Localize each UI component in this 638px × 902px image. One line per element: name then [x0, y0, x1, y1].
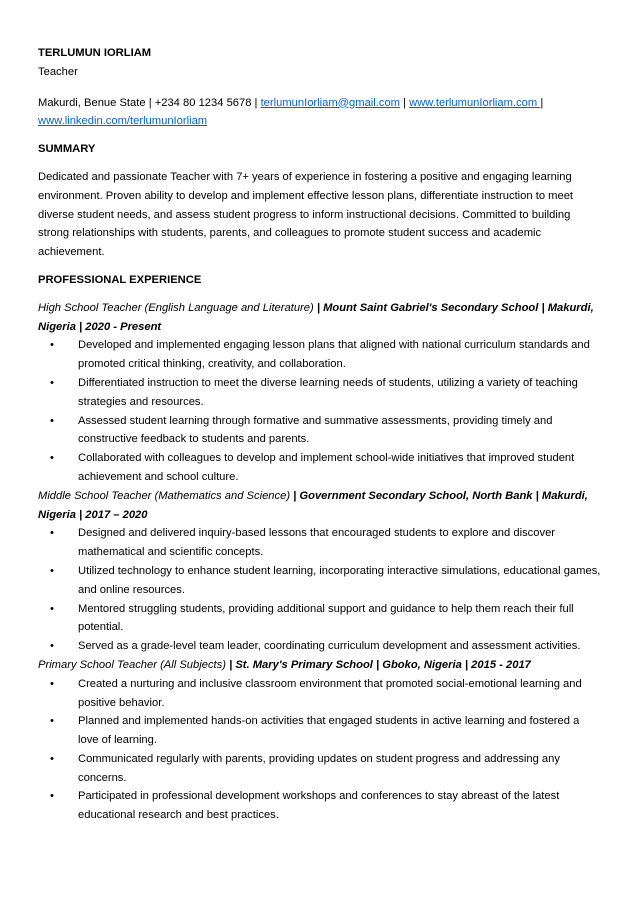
summary-text: Dedicated and passionate Teacher with 7+ years of experience in fostering a positive and engaging learning environment. Proven ability to develop and implement effective lesson plans, differentiate instruction to meet diverse student needs, and assess student progress to inform instructional decisions. Committed to building strong relationships with students, parents, and colleagues to promote student success and academic achievement.	[38, 170, 574, 259]
bullet-text: Assessed student learning through formative and summative assessments, providing timely and constructive feedback to students and parents.	[78, 414, 553, 446]
list-item	[38, 412, 602, 450]
bullet-icon: •	[50, 564, 54, 577]
job-entry	[38, 299, 602, 487]
list-item	[38, 712, 602, 750]
list-item	[38, 750, 602, 788]
job-role: High School Teacher (English Language and Literature)	[38, 301, 314, 314]
bullet-icon: •	[50, 339, 54, 352]
bullet-text: Communicated regularly with parents, providing updates on student progress and addressing any concerns.	[78, 752, 560, 784]
list-item	[38, 524, 602, 562]
job-organization: | St. Mary's Primary School | Gboko, Nigeria | 2015 - 2017	[225, 658, 531, 671]
job-heading	[38, 299, 602, 337]
list-item	[38, 600, 602, 638]
list-item	[38, 675, 602, 713]
contact-line	[38, 94, 602, 132]
bullet-text: Mentored struggling students, providing additional support and guidance to help them reach their full potential.	[78, 602, 574, 634]
job-organization: | Government Secondary School, North Bank | Makurdi, Nigeria | 2017 – 2020	[38, 489, 588, 521]
bullet-text: Served as a grade-level team leader, coordinating curriculum development and assessment activities.	[78, 640, 581, 653]
bullet-icon: •	[50, 376, 54, 389]
bullet-icon: •	[50, 640, 54, 653]
list-item	[38, 336, 602, 374]
job-organization: | Mount Saint Gabriel's Secondary School | Makurdi, Nigeria | 2020 - Present	[38, 301, 594, 333]
job-heading	[38, 656, 602, 675]
contact-separator: |	[400, 96, 410, 109]
bullet-icon: •	[50, 790, 54, 803]
bullet-icon: •	[50, 752, 54, 765]
bullet-icon: •	[50, 602, 54, 615]
bullet-text: Differentiated instruction to meet the diverse learning needs of students, utilizing a variety of teaching strategies and resources.	[78, 376, 578, 408]
summary-heading: SUMMARY	[38, 143, 96, 156]
list-item	[38, 449, 602, 487]
bullet-text: Developed and implemented engaging lesson plans that aligned with national curriculum standards and promoted critical thinking, creativity, and collaboration.	[78, 339, 590, 371]
resume-page	[38, 44, 602, 825]
contact-location-phone: Makurdi, Benue State | +234 80 1234 5678 |	[38, 96, 261, 109]
list-item	[38, 637, 602, 656]
job-bullets	[38, 336, 602, 486]
bullet-icon: •	[50, 527, 54, 540]
job-bullets	[38, 524, 602, 656]
contact-separator: |	[540, 96, 544, 109]
bullet-text: Designed and delivered inquiry-based lessons that encouraged students to explore and discover mathematical and scientific concepts.	[78, 527, 556, 559]
website-link[interactable]: www.terlumunIorliam.com	[409, 96, 541, 109]
bullet-text: Created a nurturing and inclusive classroom environment that promoted social-emotional learning and positive behavior.	[78, 677, 582, 709]
linkedin-link[interactable]: www.linkedin.com/terlumunIorliam	[38, 115, 208, 128]
bullet-text: Planned and implemented hands-on activities that engaged students in active learning and fostered a love of learning.	[78, 715, 580, 747]
candidate-name: TERLUMUN IORLIAM	[38, 47, 152, 59]
list-item	[38, 787, 602, 825]
job-heading	[38, 487, 602, 525]
job-entry	[38, 656, 602, 825]
list-item	[38, 374, 602, 412]
job-bullets	[38, 675, 602, 825]
bullet-text: Participated in professional development workshops and conferences to stay abreast of the latest educational research and best practices.	[78, 790, 560, 822]
email-link[interactable]: terlumunIorliam@gmail.com	[260, 96, 401, 109]
job-role: Middle School Teacher (Mathematics and Science)	[38, 489, 291, 502]
experience-heading: PROFESSIONAL EXPERIENCE	[38, 273, 202, 286]
bullet-icon: •	[50, 715, 54, 728]
bullet-icon: •	[50, 452, 54, 465]
job-entry	[38, 487, 602, 656]
candidate-title: Teacher	[38, 65, 78, 78]
job-role: Primary School Teacher (All Subjects)	[38, 658, 226, 671]
bullet-icon: •	[50, 677, 54, 690]
bullet-text: Utilized technology to enhance student learning, incorporating interactive simulations, educational games, and online resources.	[78, 564, 601, 596]
bullet-icon: •	[50, 414, 54, 427]
list-item	[38, 562, 602, 600]
bullet-text: Collaborated with colleagues to develop and implement school-wide initiatives that improved student achievement and school culture.	[78, 452, 575, 483]
